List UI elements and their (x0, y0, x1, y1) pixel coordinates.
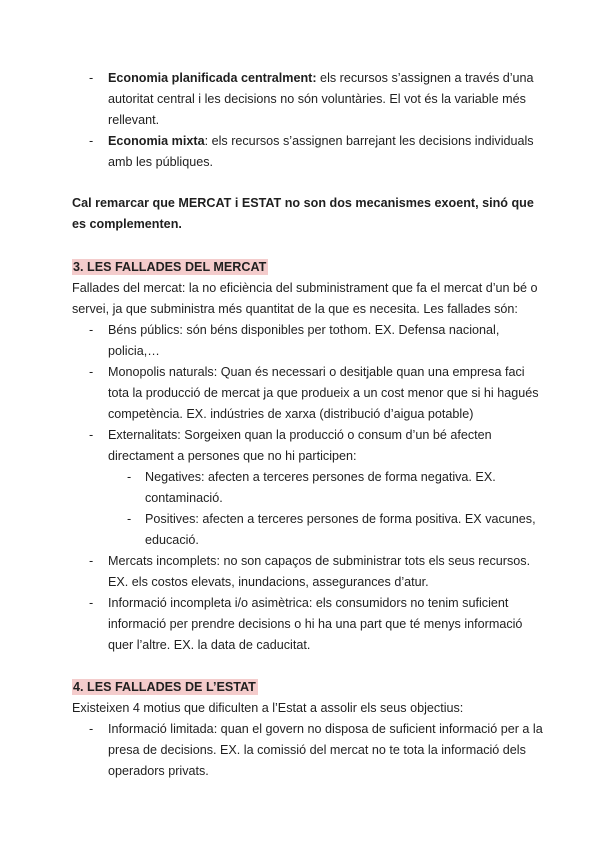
list-bullet: - (89, 365, 94, 379)
list-bullet: - (89, 134, 94, 148)
list-item-text: presa de decisions. EX. la comissió del mercat no te tota la informació dels (108, 743, 526, 757)
list-bullet: - (89, 722, 94, 736)
list-item-natural-monopolies: Monopolis naturals: Quan és necessari o desitjable quan una empresa faci (108, 365, 525, 379)
list-item-planned-economy (108, 68, 534, 89)
remark-text: Cal remarcar que MERCAT i ESTAT no son dos mecanismes exoent, sinó que (72, 196, 534, 210)
list-bullet: - (89, 323, 94, 337)
list-item-externalities: Externalitats: Sorgeixen quan la producció o consum d’un bé afecten (108, 428, 492, 442)
section-heading-text: 3. LES FALLADES DEL MERCAT (73, 260, 267, 274)
sublist-bullet: - (127, 512, 132, 526)
list-item-incomplete-information: Informació incompleta i/o asimètrica: els consumidors no tenim suficient (108, 596, 509, 610)
list-item-public-goods: Béns públics: són béns disponibles per tothom. EX. Defensa nacional, (108, 323, 500, 337)
sublist-item-positive: Positives: afecten a terceres persones de forma positiva. EX vacunes, (145, 512, 536, 526)
sublist-bullet: - (127, 470, 132, 484)
list-item-text: quer l’altre. EX. la data de caducitat. (108, 638, 311, 652)
list-bullet: - (89, 428, 94, 442)
paragraph-text: Fallades del mercat: la no eficiència del subministrament que fa el mercat d’un bé o (72, 281, 538, 295)
list-item-incomplete-markets: Mercats incomplets: no son capaços de subministrar tots els seus recursos. (108, 554, 531, 568)
list-item-text: informació per prendre decisions o hi ha una part que té menys informació (108, 617, 523, 631)
remark-text: es complementen. (72, 217, 182, 231)
list-item-text: competència. EX. indústries de xarxa (distribució d’aigua potable) (108, 407, 474, 421)
section-heading-market-failures (72, 257, 268, 278)
sublist-item-text: educació. (145, 533, 199, 547)
list-item-limited-information: Informació limitada: quan el govern no disposa de suficient informació per a la (108, 722, 543, 736)
list-item-text: EX. els costos elevats, inundacions, assegurances d’atur. (108, 575, 429, 589)
sublist-item-negative: Negatives: afecten a terceres persones de forma negativa. EX. (145, 470, 496, 484)
paragraph-text: Existeixen 4 motius que dificulten a l’Estat a assolir els seus objectius: (72, 701, 464, 715)
list-item-text: amb les públiques. (108, 155, 214, 169)
list-bullet: - (89, 596, 94, 610)
term-planned-economy: Economia planificada centralment: (108, 71, 317, 85)
list-item-text: policia,… (108, 344, 160, 358)
list-bullet: - (89, 554, 94, 568)
list-item-text: tota la producció de mercat ja que produeix a un cost menor que si hi hagués (108, 386, 539, 400)
list-bullet: - (89, 71, 94, 85)
list-item-text: els recursos s’assignen a través d’una (316, 71, 534, 85)
list-item-text: directament a persones que no hi participen: (108, 449, 357, 463)
paragraph-text: servei, ja que subministra més quantitat de la que es necesita. Les fallades són: (72, 302, 518, 316)
list-item-text: autoritat central i les decisions no són voluntàries. El vot és la variable més (108, 92, 526, 106)
section-heading-text: 4. LES FALLADES DE L’ESTAT (73, 680, 256, 694)
list-item-text: : els recursos s’assignen barrejant les decisions individuals (204, 134, 534, 148)
list-item-mixed-economy (108, 131, 534, 152)
list-item-text: rellevant. (108, 113, 160, 127)
sublist-item-text: contaminació. (145, 491, 223, 505)
list-item-text: operadors privats. (108, 764, 209, 778)
section-heading-state-failures (72, 677, 258, 698)
term-mixed-economy: Economia mixta (108, 134, 205, 148)
